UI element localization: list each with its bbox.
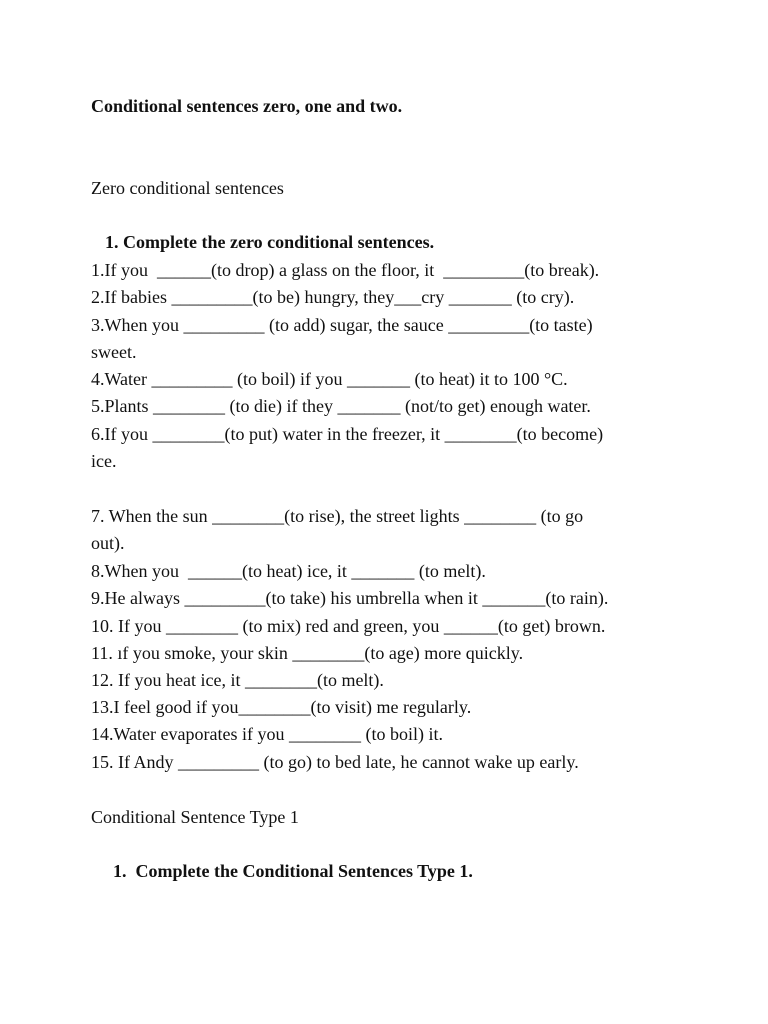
type1-heading: Conditional Sentence Type 1: [91, 807, 299, 827]
exercise-line: 4.Water _________ (to boil) if you _______ (to heat) it to 100 °C.: [91, 369, 568, 389]
zero-conditional-heading: Zero conditional sentences: [91, 178, 284, 198]
exercise-line: ice.: [91, 451, 117, 471]
exercise-line: 2.If babies _________(to be) hungry, they___cry _______ (to cry).: [91, 287, 575, 307]
exercise-line: out).: [91, 533, 125, 553]
exercise-line: 7. When the sun ________(to rise), the street lights ________ (to go: [91, 506, 584, 526]
zero-conditional-task: 1. Complete the zero conditional sentences.: [105, 232, 435, 252]
exercise-line: sweet.: [91, 342, 137, 362]
exercise-line: 1.If you ______(to drop) a glass on the floor, it _________(to break).: [91, 260, 600, 280]
type1-task: 1. Complete the Conditional Sentences Type 1.: [113, 861, 473, 881]
exercise-line: 15. If Andy _________ (to go) to bed late, he cannot wake up early.: [91, 752, 579, 772]
exercise-line: 14.Water evaporates if you ________ (to boil) it.: [91, 724, 443, 744]
exercise-line: 8.When you ______(to heat) ice, it _______ (to melt).: [91, 561, 486, 581]
exercise-line: 12. If you heat ice, it ________(to melt).: [91, 670, 384, 690]
document-title: Conditional sentences zero, one and two.: [91, 96, 403, 116]
exercise-line: 11. ıf you smoke, your skin ________(to age) more quickly.: [91, 643, 524, 663]
exercise-line: 3.When you _________ (to add) sugar, the sauce _________(to taste): [91, 315, 593, 335]
exercise-line: 10. If you ________ (to mix) red and green, you ______(to get) brown.: [91, 616, 606, 636]
exercise-line: 6.If you ________(to put) water in the freezer, it ________(to become): [91, 424, 604, 444]
exercise-line: 9.He always _________(to take) his umbrella when it _______(to rain).: [91, 588, 609, 608]
exercise-line: 13.I feel good if you________(to visit) me regularly.: [91, 697, 472, 717]
exercise-line: 5.Plants ________ (to die) if they _______ (not/to get) enough water.: [91, 396, 591, 416]
